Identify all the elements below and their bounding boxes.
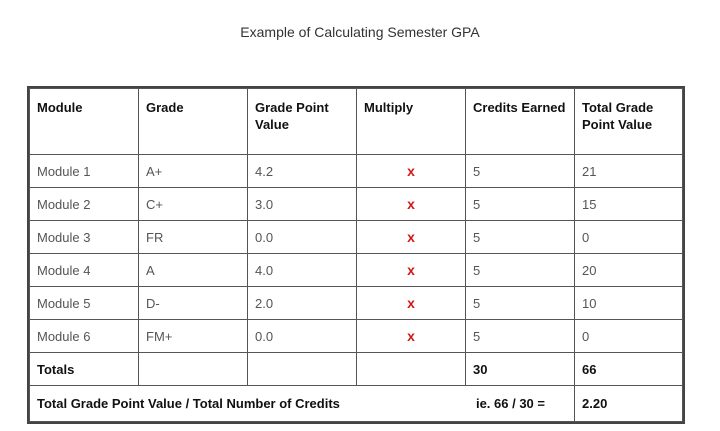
grade-cell: FM+ bbox=[139, 320, 248, 353]
header-cell: Multiply bbox=[357, 89, 466, 155]
module-cell: Module 6 bbox=[30, 320, 139, 353]
page-title: Example of Calculating Semester GPA bbox=[240, 24, 480, 40]
totals-points: 66 bbox=[575, 353, 683, 386]
gpv-cell: 0.0 bbox=[248, 320, 357, 353]
grade-cell: C+ bbox=[139, 188, 248, 221]
gpa-table bbox=[29, 88, 683, 422]
gpa-result: 2.20 bbox=[575, 386, 683, 422]
gpv-cell: 0.0 bbox=[248, 221, 357, 254]
header-row bbox=[30, 89, 683, 155]
header-cell: Grade Point Value bbox=[248, 89, 357, 155]
module-cell: Module 4 bbox=[30, 254, 139, 287]
total-cell: 10 bbox=[575, 287, 683, 320]
credits-cell: 5 bbox=[466, 221, 575, 254]
multiply-cell: x bbox=[357, 188, 466, 221]
totals-credits: 30 bbox=[466, 353, 575, 386]
totals-row bbox=[30, 353, 683, 386]
gpv-cell: 4.2 bbox=[248, 155, 357, 188]
total-cell: 0 bbox=[575, 320, 683, 353]
table-row bbox=[30, 287, 683, 320]
gpv-cell: 2.0 bbox=[248, 287, 357, 320]
empty-cell bbox=[357, 353, 466, 386]
header-cell: Credits Earned bbox=[466, 89, 575, 155]
grade-cell: FR bbox=[139, 221, 248, 254]
table-row bbox=[30, 188, 683, 221]
gpv-cell: 4.0 bbox=[248, 254, 357, 287]
multiply-cell: x bbox=[357, 254, 466, 287]
module-cell: Module 3 bbox=[30, 221, 139, 254]
total-cell: 21 bbox=[575, 155, 683, 188]
gpa-formula-label: Total Grade Point Value / Total Number of Credits bbox=[37, 396, 340, 411]
module-cell: Module 1 bbox=[30, 155, 139, 188]
gpa-equation: ie. 66 / 30 = bbox=[475, 396, 545, 411]
multiply-cell: x bbox=[357, 155, 466, 188]
table-row bbox=[30, 254, 683, 287]
header-cell: Grade bbox=[139, 89, 248, 155]
multiply-cell: x bbox=[357, 287, 466, 320]
module-cell: Module 2 bbox=[30, 188, 139, 221]
credits-cell: 5 bbox=[466, 155, 575, 188]
gpv-cell: 3.0 bbox=[248, 188, 357, 221]
empty-cell bbox=[248, 353, 357, 386]
grade-cell: A+ bbox=[139, 155, 248, 188]
totals-label: Totals bbox=[30, 353, 139, 386]
gpa-formula-cell bbox=[30, 386, 575, 422]
credits-cell: 5 bbox=[466, 254, 575, 287]
module-cell: Module 5 bbox=[30, 287, 139, 320]
total-cell: 15 bbox=[575, 188, 683, 221]
header-cell: Total Grade Point Value bbox=[575, 89, 683, 155]
grade-cell: A bbox=[139, 254, 248, 287]
multiply-cell: x bbox=[357, 320, 466, 353]
total-cell: 0 bbox=[575, 221, 683, 254]
table-row bbox=[30, 155, 683, 188]
grade-cell: D- bbox=[139, 287, 248, 320]
credits-cell: 5 bbox=[466, 188, 575, 221]
total-cell: 20 bbox=[575, 254, 683, 287]
credits-cell: 5 bbox=[466, 320, 575, 353]
table-row bbox=[30, 320, 683, 353]
gpa-result-row bbox=[30, 386, 683, 422]
multiply-cell: x bbox=[357, 221, 466, 254]
credits-cell: 5 bbox=[466, 287, 575, 320]
empty-cell bbox=[139, 353, 248, 386]
table-row bbox=[30, 221, 683, 254]
header-cell: Module bbox=[30, 89, 139, 155]
